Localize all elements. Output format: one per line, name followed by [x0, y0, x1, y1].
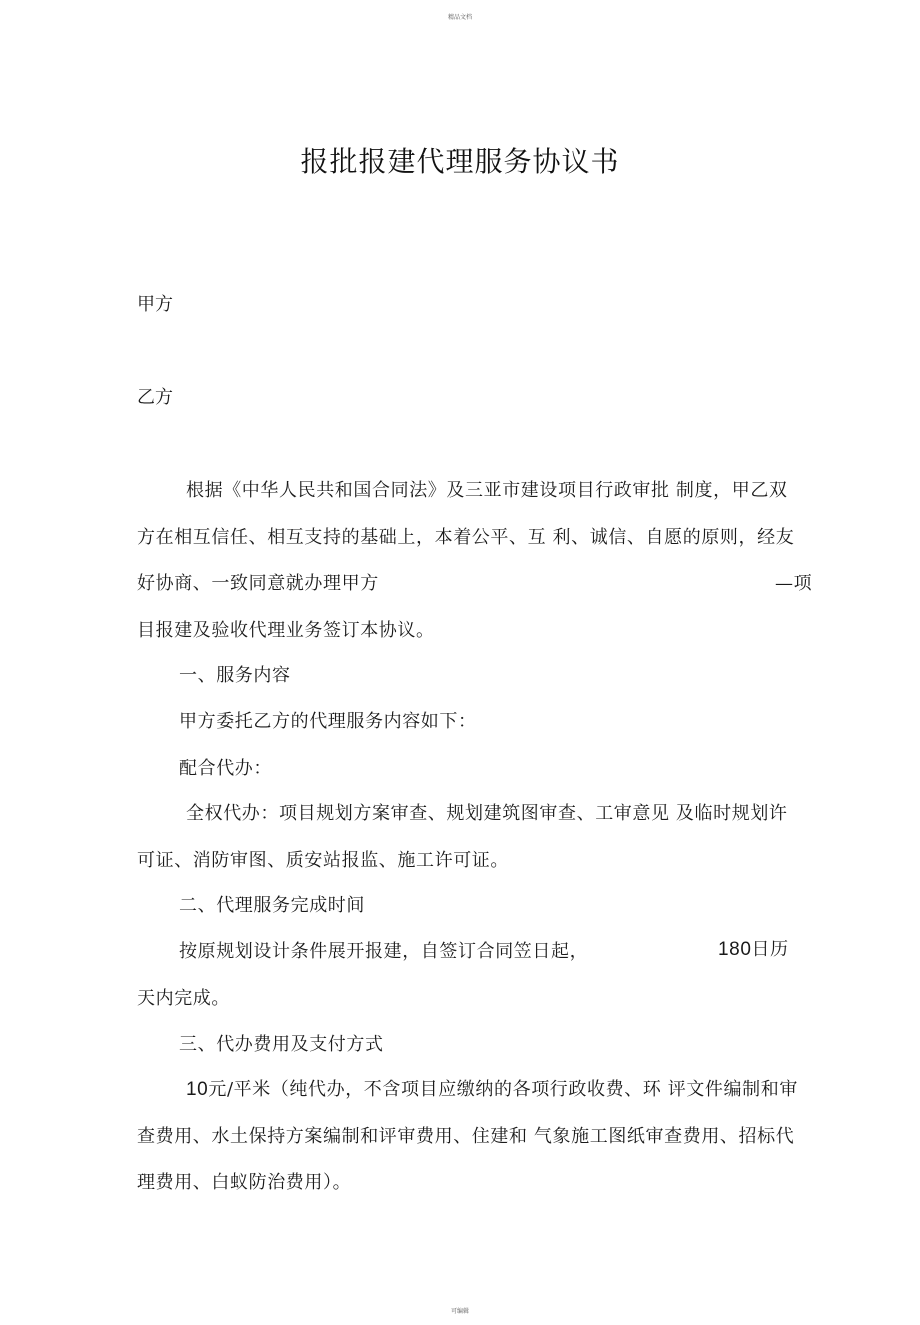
fee-text: 元/平米（纯代办，不含项目应缴纳的各项行政收费、环 评文件编制和审 [208, 1079, 798, 1100]
intro-line-3-end: —项 [775, 573, 813, 594]
section1-line-4: 可证、消防审图、质安站报监、施工许可证。 [137, 850, 509, 871]
party-b-label: 乙方 [137, 387, 173, 408]
document-title: 报批报建代理服务协议书 [300, 145, 620, 178]
intro-line-4: 目报建及验收代理业务签订本协议。 [137, 620, 435, 641]
section1-line-3: 全权代办：项目规划方案审查、规划建筑图审查、工审意见 及临时规划许 [186, 803, 788, 824]
section2-heading: 二、代理服务完成时间 [179, 895, 365, 916]
section2-line-2: 天内完成。 [137, 988, 230, 1009]
section3-line-2: 查费用、水土保持方案编制和评审费用、住建和 气象施工图纸审查费用、招标代 [137, 1126, 795, 1147]
days-number: 180 [718, 939, 752, 960]
section2-line-1-start: 按原规划设计条件展开报建，自签订合同笠日起， [179, 941, 589, 962]
header-mark: 精品文档 [447, 14, 472, 21]
section1-line-1: 甲方委托乙方的代理服务内容如下： [179, 711, 477, 732]
section1-heading: 一、服务内容 [179, 665, 291, 686]
section3-line-3: 理费用、白蚁防治费用）。 [137, 1172, 352, 1193]
party-a-label: 甲方 [137, 294, 173, 315]
section1-line-2: 配合代办： [179, 758, 272, 779]
section3-line-1 [186, 1075, 798, 1101]
days-unit: 日历 [751, 939, 789, 960]
section3-heading: 三、代办费用及支付方式 [179, 1034, 384, 1055]
section2-days [718, 935, 789, 961]
fee-number: 10 [186, 1079, 209, 1100]
intro-line-2: 方在相互信任、相互支持的基础上，本着公平、互 利、诚信、自愿的原则，经友 [137, 527, 795, 548]
footer-mark: 可编辑 [450, 1308, 469, 1315]
intro-line-1: 根据《中华人民共和国合同法》及三亚市建设项目行政审批 制度，甲乙双 [186, 480, 788, 501]
intro-line-3-start: 好协商、一致同意就办理甲方 [137, 573, 379, 594]
